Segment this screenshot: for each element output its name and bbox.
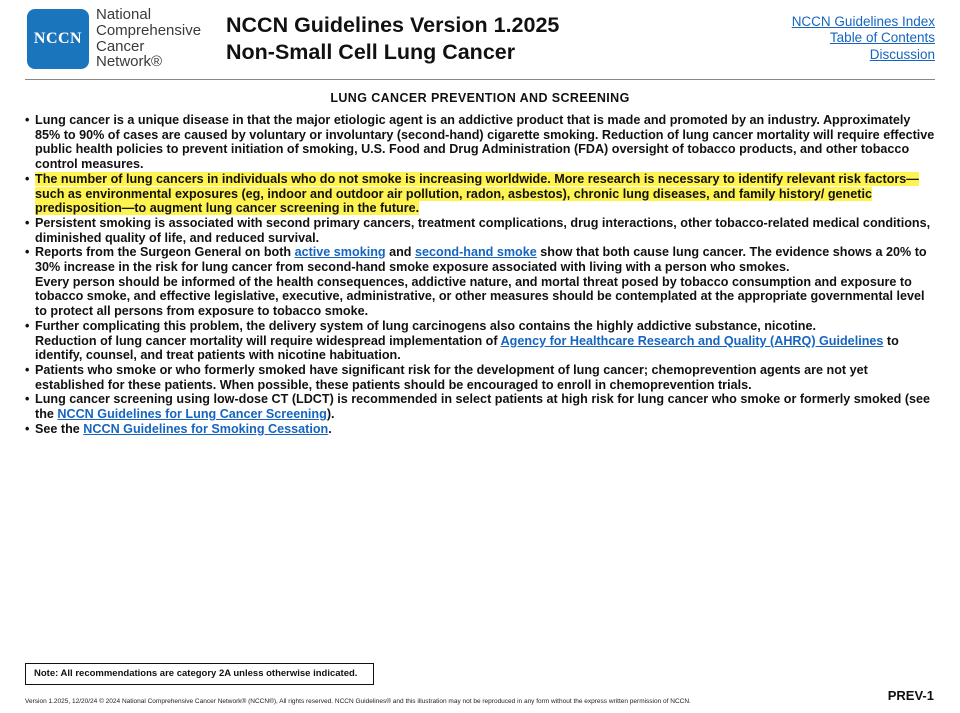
organization-name bbox=[96, 7, 226, 70]
list-item bbox=[25, 245, 937, 319]
list-item bbox=[25, 216, 937, 245]
nccn-logo: NCCN bbox=[27, 9, 89, 69]
bullet-text: ). bbox=[326, 407, 335, 422]
active-smoking-link[interactable]: active smoking bbox=[294, 245, 386, 260]
bullet-text: Reports from the Surgeon General on both bbox=[35, 245, 295, 260]
list-item bbox=[25, 319, 937, 363]
smoking-cessation-link[interactable]: NCCN Guidelines for Smoking Cessation bbox=[83, 421, 329, 436]
bullet-text: . bbox=[328, 421, 332, 436]
org-line-4: Network® bbox=[96, 53, 163, 71]
table-of-contents-link[interactable]: Table of Contents bbox=[829, 30, 935, 46]
list-item-highlighted bbox=[25, 172, 937, 216]
bullet-text: and bbox=[385, 245, 415, 260]
bullet-text: Lung cancer is a unique disease in that the major etiologic agent is an addictive product that is made and promoted by an industry. Approximately 85% to 90% of cases are caused by voluntary or involuntary (second-hand) cigarette smoking. Reduction of lung cancer mortality will require effective public health policies to prevent initiation of smoking, U.S. Food and Drug Administration (FDA) oversight of tobacco products, and other tobacco control measures. bbox=[35, 113, 935, 172]
bullet-text: The number of lung cancers in individuals who do not smoke is increasing worldwide. More research is necessary to identify relevant risk factors—such as environmental exposures (eg, indoor and outdoor air pollution, radon, asbestos), chronic lung diseases, and family history/ genetic predisposition—to augment lung cancer screening in the future. bbox=[35, 171, 919, 216]
list-item bbox=[25, 113, 937, 172]
header-nav bbox=[792, 14, 935, 63]
org-line-2: Comprehensive bbox=[96, 21, 202, 39]
category-note: Note: All recommendations are category 2A unless otherwise indicated. bbox=[25, 663, 374, 685]
list-item bbox=[25, 392, 937, 421]
bullet-text: Further complicating this problem, the delivery system of lung carcinogens also contains the highly addictive substance, nicotine. bbox=[35, 318, 816, 333]
org-line-1: National bbox=[96, 6, 152, 23]
title-disease: Non-Small Cell Lung Cancer bbox=[226, 40, 516, 64]
header-divider bbox=[25, 79, 935, 80]
lung-cancer-screening-link[interactable]: NCCN Guidelines for Lung Cancer Screening bbox=[57, 407, 327, 422]
discussion-link[interactable]: Discussion bbox=[869, 46, 935, 62]
second-hand-smoke-link[interactable]: second-hand smoke bbox=[414, 245, 537, 260]
bullet-text: Reduction of lung cancer mortality will require widespread implementation of bbox=[35, 333, 501, 348]
bullet-text: Patients who smoke or who formerly smoked have significant risk for the development of lung cancer; chemoprevention agents are not yet established for these patients. When possible, these patients should be encouraged to enroll in chemoprevention trials. bbox=[35, 362, 868, 392]
bullet-text: Persistent smoking is associated with second primary cancers, treatment complications, drug interactions, other tobacco-related medical conditions, diminished quality of life, and reduced survival. bbox=[35, 215, 931, 245]
bullet-subparagraph bbox=[35, 334, 937, 363]
page-title bbox=[226, 12, 559, 66]
bullet-text: to identify, counsel, and treat patients with nicotine habituation. bbox=[35, 333, 899, 363]
title-version: NCCN Guidelines Version 1.2025 bbox=[226, 13, 560, 37]
page-identifier: PREV-1 bbox=[887, 688, 934, 703]
section-title: LUNG CANCER PREVENTION AND SCREENING bbox=[330, 91, 630, 105]
ahrq-guidelines-link[interactable]: Agency for Healthcare Research and Quality (AHRQ) Guidelines bbox=[500, 333, 884, 348]
bullet-text: Lung cancer screening using low-dose CT (LDCT) is recommended in select patients at high risk for lung cancer who smoke or formerly smoked (see the bbox=[35, 392, 931, 422]
copyright-footer: Version 1.2025, 12/20/24 © 2024 National Comprehensive Cancer Network® (NCCN®), All rights reserved. NCCN Guidelines® and this illustration may not be reproduced in any form without the express written permission of NCCN. bbox=[25, 698, 691, 705]
guidelines-index-link[interactable]: NCCN Guidelines Index bbox=[791, 14, 935, 29]
org-line-3: Cancer bbox=[96, 37, 145, 55]
list-item bbox=[25, 363, 937, 392]
bullet-text: See the bbox=[35, 421, 84, 436]
bullet-subparagraph: Every person should be informed of the health consequences, addictive nature, and mortal threat posed by tobacco consumption and exposure to tobacco smoke, and effective legislative, executive, administrative, or other measures should be contemplated at the appropriate governmental level to protect all persons from exposure to tobacco smoke. bbox=[35, 274, 925, 319]
list-item bbox=[25, 422, 937, 437]
bullet-list bbox=[25, 113, 937, 436]
bullet-text: show that both cause lung cancer. The evidence shows a 20% to 30% increase in the risk for lung cancer from second-hand smoke exposure associated with living with a person who smokes. bbox=[35, 245, 927, 275]
